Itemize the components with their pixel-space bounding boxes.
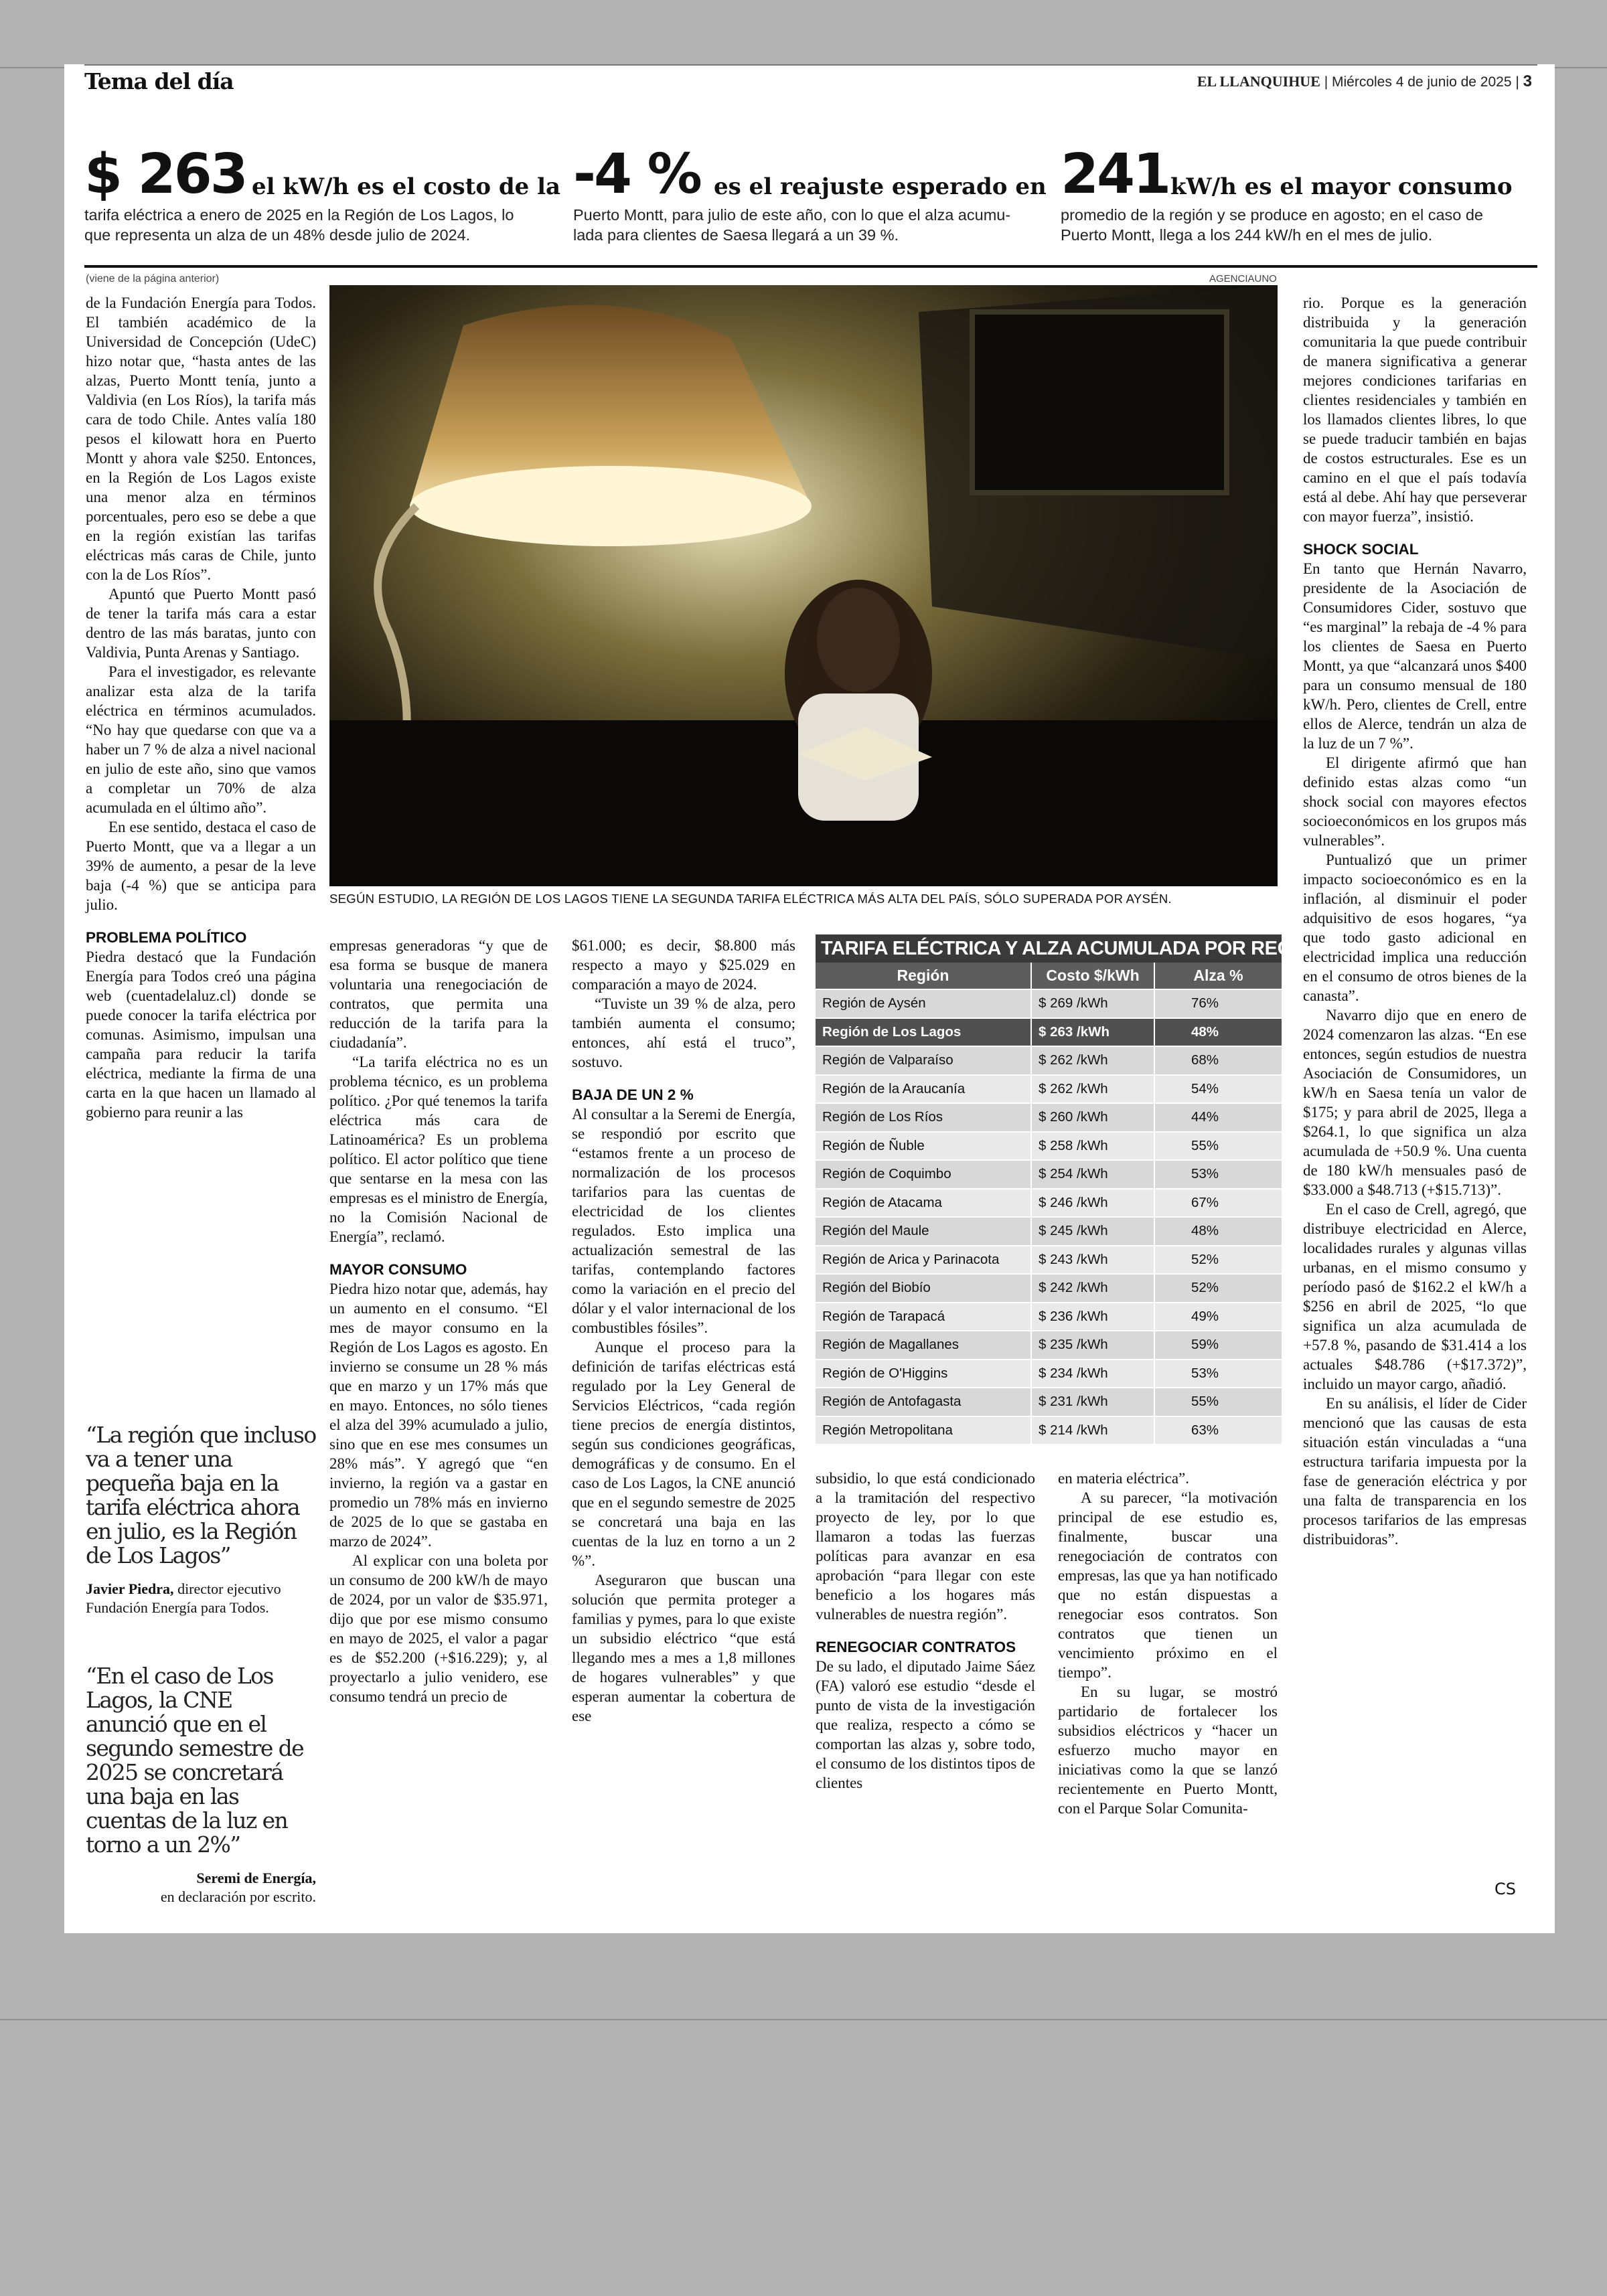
table-cell-alza: 63% [1154,1416,1282,1445]
column-1 [86,293,316,1122]
table-cell-alza: 44% [1154,1103,1282,1132]
paragraph: Para el investigador, es relevante analizar esta alza de la tarifa eléctrica en términos acumulados. “No hay que quedarse con que va a haber un 7 % de alza a nivel nacional en julio de este año, sino que vamos a completar un 70% de alza acumulada en el último año”. [86,663,316,816]
table-cell-alza: 67% [1154,1189,1282,1218]
table-cell-cost: $ 236 /kWh [1031,1303,1154,1331]
paragraph: “Tuviste un 39 % de alza, pero también aumenta el consumo; entonces, ahí está el truco”, sostuvo. [572,995,795,1070]
stat-desc-line: que representa un alza de un 48% desde julio de 2024. [84,226,471,244]
stat-big-number: $ 263 [84,143,246,206]
stat-desc-line: Puerto Montt, para julio de este año, con lo que el alza acumu- [573,206,1011,224]
paragraph: En tanto que Hernán Navarro, presidente de la Asociación de Consumidores Cider, sostuvo que “es marginal” la rebaja de -4 % para los clientes de Saesa en Puerto Montt, ya que “alcanzará unos $400 para un consumo mensual de 180 kW/h. Pero, clientes de Crell, entre ellos de Alerce, tendrán un alza de la luz de un 7 %”. [1303,560,1527,752]
paragraph: Al consultar a la Seremi de Energía, se respondió por escrito que “estamos frente a un proceso de normalización de los procesos tarifarios para las cuentas de electricidad de los clientes regulados. Esto implica una actualización semestral de las tarifas, contemplando factores como la variación en el precio del dólar y el valor internacional de los combustibles fósiles”. [572,1106,795,1336]
rate-table-grid [816,963,1282,1445]
stat-desc-line: Puerto Montt, llega a los 244 kW/h en el mes de julio. [1061,226,1433,244]
stat-cost [84,143,561,264]
issue-date: Miércoles 4 de junio de 2025 [1332,74,1512,90]
table-cell-region: Región de Ñuble [816,1132,1031,1161]
photo-illustration [329,285,1278,886]
paragraph: Piedra destacó que la Fundación Energía para Todos creó una página web (cuentadelaluz.cl) donde se puede conocer la tarifa eléctrica por comunas. Asimismo, impulsan una campaña para reducir la tarifa eléctrica, mediante la firma de una carta en la que hacen un llamado al gobierno para reunir a las [86,949,316,1121]
pull-quote-text: “La región que incluso va a tener una pequeña baja en la tarifa eléctrica ahora en julio, es la Región de Los Lagos” [86,1422,316,1568]
column-5 [1058,1469,1278,1818]
stat-desc-line: tarifa eléctrica a enero de 2025 en la Región de Los Lagos, lo [84,206,514,224]
table-cell-region: Región de Magallanes [816,1331,1031,1360]
table-cell-region: Región del Maule [816,1217,1031,1246]
pull-quote-seremi [86,1664,316,1906]
photo-credit: AGENCIAUNO [1209,273,1277,284]
subheading: SHOCK SOCIAL [1303,541,1419,558]
paragraph: De su lado, el diputado Jaime Sáez (FA) valoró ese estudio “desde el punto de vista de la investigación que realiza, respecto a cómo se comportan las alzas y, sobre todo, el consumo de los distintos tipos de clientes [816,1658,1035,1791]
pull-quote-attribution [86,1869,316,1906]
table-body [816,989,1282,1445]
table-cell-cost: $ 245 /kWh [1031,1217,1154,1246]
paragraph: de la Fundación Energía para Todos. El también académico de la Universidad de Concepción (UdeC) hizo notar que, “hasta antes de las alzas, Puerto Montt tenía, junto a Valdivia (en Los Ríos), la tarifa más cara de todo Chile. Antes valía 180 pesos el kilowatt hora en Puerto Montt y ahora vale $250. Entonces, en la Región de Los Lagos existe una menor alza en términos porcentuales, pero eso se debe a que en la región existían las tarifas eléctricas más caras de Chile, junto con la de Los Ríos”. [86,295,316,583]
table-cell-cost: $ 262 /kWh [1031,1046,1154,1075]
table-cell-cost: $ 263 /kWh [1031,1018,1154,1047]
header-rule [84,64,1537,66]
table-row [816,1331,1282,1360]
table-cell-cost: $ 262 /kWh [1031,1075,1154,1104]
column-2 [329,936,548,1706]
table-row [816,1160,1282,1189]
table-row [816,1103,1282,1132]
subheading: MAYOR CONSUMO [329,1261,467,1278]
table-row [816,1046,1282,1075]
pull-quote-piedra [86,1423,316,1617]
paragraph: Piedra hizo notar que, además, hay un aumento en el consumo. “El mes de mayor consumo en la Región de Los Lagos es agosto. En invierno se consume un 28 % más que en marzo y un 17% más que en mayo. Entonces, no sólo tienes el alza del 39% acumulado a julio, sino que en ese mes consumes un 28% más”. Y agregó que “en invierno, la región va a gastar en promedio un 78% más en invierno de 2025 de lo que se gastaba en marzo de 2024”. [329,1281,548,1550]
table-cell-region: Región de Atacama [816,1189,1031,1218]
table-cell-alza: 68% [1154,1046,1282,1075]
quote-author: Javier Piedra, [86,1580,174,1597]
table-cell-alza: 53% [1154,1160,1282,1189]
table-cell-region: Región de la Araucanía [816,1075,1031,1104]
table-cell-alza: 55% [1154,1388,1282,1416]
table-row [816,1274,1282,1303]
table-row [816,1246,1282,1275]
table-cell-alza: 59% [1154,1331,1282,1360]
table-row [816,1388,1282,1416]
paragraph: en materia eléctrica”. [1058,1470,1189,1487]
stat-adjustment [573,143,1047,264]
table-cell-alza: 76% [1154,989,1282,1018]
table-title: TARIFA ELÉCTRICA Y ALZA ACUMULADA POR REGIÓN [816,934,1282,963]
paragraph: Puntualizó que un primer impacto socioeconómico es en la inflación, al disminuir el poder adquisitivo de esos hogares, “ya que todo gasto adicional en electricidad implica una reducción en el consumo de otros bienes de la canasta”. [1303,851,1527,1004]
table-row [816,1303,1282,1331]
table-header-cell: Alza % [1154,963,1282,989]
table-row [816,1416,1282,1445]
quote-author: Seremi de Energía, [196,1870,316,1886]
table-cell-alza: 54% [1154,1075,1282,1104]
table-cell-cost: $ 242 /kWh [1031,1274,1154,1303]
stat-desc-line: lada para clientes de Saesa llegará a un 39 %. [573,226,899,244]
paragraph: En el caso de Crell, agregó, que distribuye electricidad en Alerce, localidades rurales y algunas villas urbanas, en el mismo consumo y período pasó de $162.2 el kW/h a $256 en abril de 2025, “lo que significa un alza acumulada de +57.8 %, pasando de $31.414 a los actuales $48.786 (+$17.372)”, incluido un mayor cargo, añadió. [1303,1201,1527,1392]
table-row [816,989,1282,1018]
rate-table [816,934,1326,1445]
table-cell-region: Región de Coquimbo [816,1160,1031,1189]
paragraph: El dirigente afirmó que han definido estas alzas como “un shock social con mayores efectos socioeconómicos en los grupos más vulnerables”. [1303,754,1527,849]
bottom-rule [0,2019,1607,2020]
table-cell-region: Región de Valparaíso [816,1046,1031,1075]
stat-description [1061,205,1483,245]
stat-consumption [1061,143,1529,264]
table-cell-alza: 48% [1154,1217,1282,1246]
paragraph: En ese sentido, destaca el caso de Puerto Montt, que va a llegar a un 39% de aumento, a pesar de la leve baja (-4 %) que se anticipa para julio. [86,819,316,913]
paragraph: En su análisis, el líder de Cider mencionó que las causas de esta situación están vinculadas a “una estructura tarifaria impuesta por la fase de generación eléctrica y por una falta de transparencia en los procesos tarifarios de las empresas distribuidoras”. [1303,1395,1527,1548]
table-cell-region: Región de Los Lagos [816,1018,1031,1047]
quote-role: director ejecutivo Fundación Energía para Todos. [86,1580,281,1616]
photo-caption: SEGÚN ESTUDIO, LA REGIÓN DE LOS LAGOS TIENE LA SEGUNDA TARIFA ELÉCTRICA MÁS ALTA DEL PAÍS, SÓLO SUPERADA POR AYSÉN. [329,892,1172,906]
table-cell-region: Región de Los Ríos [816,1103,1031,1132]
table-cell-region: Región de O'Higgins [816,1360,1031,1388]
quote-role: en declaración por escrito. [160,1888,316,1905]
pull-quote-text: “En el caso de Los Lagos, la CNE anunció que en el segundo semestre de 2025 se concretará una baja en las cuentas de la luz en torno a un 2%” [86,1663,304,1858]
paragraph: Apuntó que Puerto Montt pasó de tener la tarifa más cara a estar dentro de las más baratas, junto con Valdivia, Punta Arenas y Santiago. [86,586,316,661]
table-cell-alza: 48% [1154,1018,1282,1047]
end-mark: CS [1495,1880,1516,1898]
table-cell-region: Región de Arica y Parinacota [816,1246,1031,1275]
section-title: Tema del día [84,68,234,94]
paragraph: rio. Porque es la generación distribuida y la generación comunitaria la que puede contribuir de manera significativa a generar mejores condiciones tarifarias en clientes residenciales y también en los llamados clientes libres, lo que se puede traducir también en bajas de costos estructurales. Ese es un camino en el que el país todavía está al debe. Ahí hay que perseverar con mayor fuerza”, insistió. [1303,295,1527,525]
paragraph: “La tarifa eléctrica no es un problema técnico, es un problema político. ¿Por qué tenemos la tarifa eléctrica más cara de Latinoamérica? Es un problema político. El actor político que tiene que sentarse en la mesa con las empresas es el ministro de Energía, no la Comisión Nacional de Energía”, reclamó. [329,1054,548,1245]
table-cell-cost: $ 243 /kWh [1031,1246,1154,1275]
table-cell-cost: $ 269 /kWh [1031,989,1154,1018]
table-cell-region: Región Metropolitana [816,1416,1031,1445]
table-cell-cost: $ 254 /kWh [1031,1160,1154,1189]
table-row [816,1189,1282,1218]
newspaper-page [64,64,1555,1933]
table-cell-region: Región de Aysén [816,989,1031,1018]
paragraph: $61.000; es decir, $8.800 más respecto a mayo y $25.029 en comparación a mayo de 2024. [572,937,795,993]
paragraph: Aunque el proceso para la definición de tarifas eléctricas está regulado por la Ley General de Servicios Eléctricos, “cada región tiene precios de energía distintos, según sus condiciones geográficas, demográficas y de consumo. En el caso de Los Lagos, la CNE anunció que en el segundo semestre de 2025 se concretará una baja en las cuentas de la luz en torno a un 2 %”. [572,1339,795,1569]
paragraph: A su parecer, “la motivación principal de ese estudio es, finalmente, buscar una renegociación de contratos con empresas, las que ya han notificado que no están dispuestas a renegociar esos contratos. Son contratos que tienen un vencimiento próximo en el tiempo”. [1058,1489,1278,1681]
table-cell-region: Región de Tarapacá [816,1303,1031,1331]
pull-quote-attribution [86,1580,316,1617]
table-cell-alza: 52% [1154,1246,1282,1275]
publication-name: EL LLANQUIHUE [1197,73,1320,90]
paragraph: Aseguraron que buscan una solución que permita proteger a familias y pymes, para lo que existe un subsidio eléctrico “que está llegando mes a mes a 1,8 millones de hogares vulnerables” y que esperan aumentar la cobertura de ese [572,1572,795,1724]
table-cell-region: Región del Biobío [816,1274,1031,1303]
table-cell-alza: 49% [1154,1303,1282,1331]
stat-big-number: 241 [1061,143,1170,206]
subheading: PROBLEMA POLÍTICO [86,929,247,946]
paragraph: Navarro dijo que en enero de 2024 comenzaron las alzas. “En ese entonces, según estudios de nuestra Asociación de Consumidores, un kW/h en Saesa tenía un valor de $175; y para abril de 2025, llega a $264.1, lo que significa un alza acumulada de +50.9 %. Una cuenta de 180 kW/h mensuales pasó de $33.000 a $48.713 (+$15.713)”. [1303,1007,1527,1198]
stat-lead: kW/h es el mayor consumo [1170,173,1513,200]
stat-lead: el kW/h es el costo de la [252,173,561,200]
table-cell-cost: $ 214 /kWh [1031,1416,1154,1445]
table-cell-cost: $ 258 /kWh [1031,1132,1154,1161]
column-6 [1303,293,1527,1549]
table-row [816,1075,1282,1104]
stat-lead: es el reajuste esperado en [714,173,1047,200]
table-cell-cost: $ 231 /kWh [1031,1388,1154,1416]
table-row [816,1217,1282,1246]
column-3 [572,936,795,1726]
paragraph: subsidio, lo que está condicionado a la tramitación del respectivo proyecto de ley, por lo que llamaron a todas las fuerzas políticas para avanzar en esa aprobación “para llegar con este beneficio a los hogares más vulnerables de nuestra región”. [816,1470,1035,1623]
paragraph: Al explicar con una boleta por un consumo de 200 kW/h de mayo de 2024, por un valor de $35.971, dijo que por ese mismo consumo en mayo de 2025, el valor a pagar es de $52.200 (+$16.229); y, al proyectarlo a julio venidero, ese consumo tendrá un precio de [329,1552,548,1705]
paragraph: En su lugar, se mostró partidario de fortalecer los subsidios eléctricos y “hacer un esfuerzo mucho mayor en iniciativas como la que se lanzó recientemente en Puerto Montt, con el Parque Solar Comunita- [1058,1684,1278,1817]
table-cell-cost: $ 246 /kWh [1031,1189,1154,1218]
table-header-cell: Región [816,963,1031,989]
table-row [816,1360,1282,1388]
table-header-row [816,963,1282,989]
table-cell-alza: 55% [1154,1132,1282,1161]
stats-banner [84,143,1537,264]
table-cell-cost: $ 234 /kWh [1031,1360,1154,1388]
stat-big-number: -4 % [573,143,700,206]
lamp-reading-photo [329,285,1278,886]
table-cell-cost: $ 260 /kWh [1031,1103,1154,1132]
table-cell-alza: 53% [1154,1360,1282,1388]
stat-desc-line: promedio de la región y se produce en agosto; en el caso de [1061,206,1484,224]
stat-description [84,205,514,245]
column-4 [816,1469,1035,1793]
table-cell-alza: 52% [1154,1274,1282,1303]
table-cell-cost: $ 235 /kWh [1031,1331,1154,1360]
continued-note: (viene de la página anterior) [86,273,220,284]
stats-rule [84,265,1537,268]
subheading: BAJA DE UN 2 % [572,1086,694,1103]
page-number: 3 [1523,72,1532,90]
stat-description [573,205,1010,245]
table-row [816,1132,1282,1161]
table-header-cell: Costo $/kWh [1031,963,1154,989]
table-cell-region: Región de Antofagasta [816,1388,1031,1416]
paragraph: empresas generadoras “y que de esa forma se busque de manera voluntaria una renegociación de contratos, que permita una reducción de la tarifa para la ciudadanía”. [329,937,548,1051]
subheading: RENEGOCIAR CONTRATOS [816,1639,1016,1655]
table-row [816,1018,1282,1047]
folio: EL LLANQUIHUE | Miércoles 4 de junio de 2025 | 3 [1197,72,1532,90]
